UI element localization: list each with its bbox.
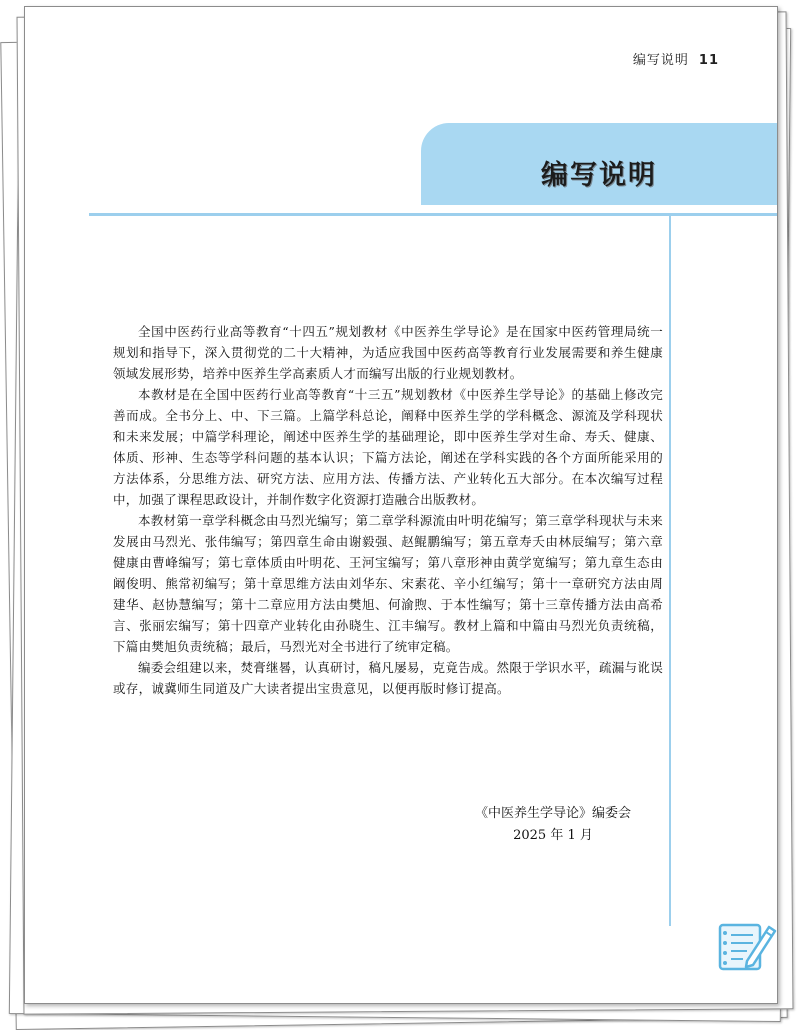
page-title: 编写说明 [541,160,657,191]
paragraph-structure: 本教材是在全国中医药行业高等教育“十三五”规划教材《中医养生学导论》的基础上修改完善而成。全书分上、中、下三篇。上篇学科总论，阐释中医养生学的学科概念、源流及学科现状和未来发展；中篇学科理论，阐述中医养生学的基础理论，即中医养生学对生命、寿夭、健康、体质、形神、生态等学科问题的基本认识；下篇方法论，阐述在学科实践的各个方面所能采用的方法体系，分思维方法、研究方法、应用方法、传播方法、产业转化五大部分。在本次编写过程中，加强了课程思政设计，并制作数字化资源打造融合出版教材。 [113,387,663,507]
page-number: 11 [698,53,719,68]
running-header [633,49,719,68]
committee-name: 《中医养生学导论》编委会 [474,806,631,821]
title-underline-rule [89,213,777,216]
paragraph-authors: 本教材第一章学科概念由马烈光编写；第二章学科源流由叶明花编写；第三章学科现状与未来发展由马烈光、张伟编写；第四章生命由谢毅强、赵鲲鹏编写；第五章寿夭由林辰编写；第六章健康由曹峰编写；第七章体质由叶明花、王河宝编写；第八章形神由黄学宽编写；第九章生态由阚俊明、熊常初编写；第十章思维方法由刘华东、宋素花、辛小红编写；第十一章研究方法由周建华、赵协慧编写；第十二章应用方法由樊旭、何渝煦、于本性编写；第十三章传播方法由高希言、张丽宏编写；第十四章产业转化由孙晓生、江丰编写。教材上篇和中篇由马烈光负责统稿，下篇由樊旭负责统稿；最后，马烈光对全书进行了统审定稿。 [113,513,663,654]
notebook-pen-icon [717,917,779,973]
running-header-section: 编写说明 [632,53,689,68]
book-page [24,6,778,1004]
signature-date: 2025 年 1 月 [513,828,593,843]
paragraph-intro: 全国中医药行业高等教育“十四五”规划教材《中医养生学导论》是在国家中医药管理局统一规划和指导下，深入贯彻党的二十大精神，为适应我国中医药高等教育行业发展需要和养生健康领域发展形势，培养中医养生学高素质人才而编写出版的行业规划教材。 [113,324,663,381]
signature-block [445,803,661,847]
preface-body [113,321,663,699]
margin-vertical-rule [669,216,671,926]
paragraph-closing: 编委会组建以来，焚膏继晷，认真研讨，稿凡屡易，克竟告成。然限于学识水平，疏漏与讹误或存，诚冀师生同道及广大读者提出宝贵意见，以便再版时修订提高。 [113,660,663,696]
